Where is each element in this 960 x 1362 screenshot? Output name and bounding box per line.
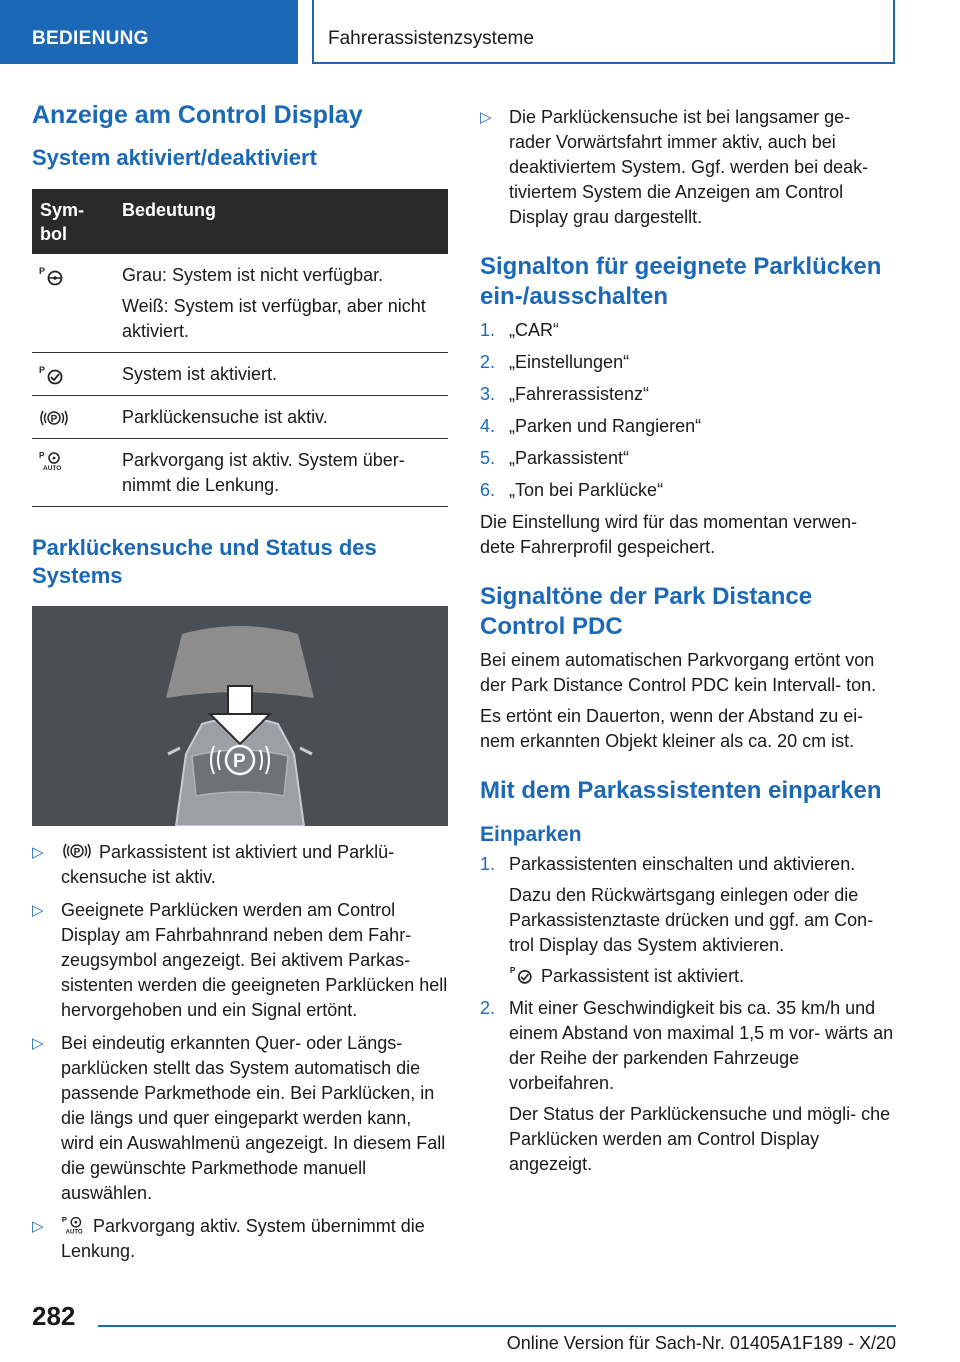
table-row [32, 353, 448, 396]
menu-step: „Parkassistent“ [509, 448, 630, 468]
svg-text:P: P [233, 751, 246, 772]
left-column [32, 100, 448, 1272]
step-text: Mit einer Geschwindigkeit bis ca. 35 km/h und einem Abstand von maximal 1,5 m vor‐ wärts an der Reihe der parkenden Fahrzeuge vorbeifahren. [509, 998, 894, 1093]
control-display-screenshot [32, 606, 448, 826]
bullet-text: Parkassistent ist aktiviert und Parklü‐ ckensuche ist aktiv. [61, 842, 395, 887]
status-bullets [32, 840, 448, 1264]
svg-text:P: P [509, 965, 516, 976]
svg-text:AUTO: AUTO [43, 465, 62, 473]
column-header-meaning: Bedeutung [114, 189, 448, 254]
list-item: 3. „Fahrerassistenz“ [480, 384, 650, 404]
heading-signal-tone: Signalton für geeignete Parklücken ein-/ausschalten [480, 253, 882, 310]
park-assist-active-icon [509, 964, 535, 986]
menu-step: „Einstellungen“ [509, 352, 630, 372]
triangle-bullet-icon: ▷ [480, 109, 492, 126]
column-header-symbol: Sym‐ bol [32, 189, 114, 254]
park-auto-icon [61, 1214, 87, 1236]
parking-steps [480, 852, 896, 1177]
svg-text:P: P [73, 847, 81, 859]
chapter-title: Fahrerassistenzsysteme [312, 0, 895, 64]
menu-step: „Ton bei Parklücke“ [509, 480, 664, 500]
list-item: 2. Mit einer Geschwindigkeit bis ca. 35 km/h und einem Abstand von maximal 1,5 m vor‐ wärts an der Reihe der parkenden Fahrzeuge vorbeifahren. Der Status der Parklückensuche und mögli‐ che Parklücken werden am Control Display angezeigt. [480, 996, 896, 1177]
park-assist-icon [38, 265, 66, 287]
heading-search-status: Parklückensuche und Status des Systems [32, 535, 377, 588]
list-item [32, 1031, 448, 1206]
menu-path-steps [480, 318, 896, 503]
svg-text:P: P [39, 451, 45, 461]
footer-divider [98, 1325, 896, 1327]
heading-park-with-assistant: Mit dem Parkassistenten einparken [480, 777, 882, 804]
bullet-text: Die Parklückensuche ist bei langsamer ge‐ rader Vorwärtsfahrt immer aktiv, auch bei deaktiviertem System. Ggf. werden bei deak‐ tiviertem System die Anzeigen am Control Display grau dargestellt. [509, 107, 869, 227]
park-auto-icon [38, 450, 66, 472]
heading-pdc-tones: Signaltöne der Park Distance Control PDC [480, 583, 813, 640]
heading-system-status: System aktiviert/deaktiviert [32, 145, 317, 170]
svg-text:P: P [50, 414, 58, 426]
svg-text:P: P [39, 266, 46, 277]
list-item [32, 1214, 448, 1264]
search-bullets [480, 105, 896, 230]
menu-step: „Parken und Rangieren“ [509, 416, 702, 436]
page-number: 282 [32, 1301, 76, 1331]
parking-display-illustration [32, 606, 448, 826]
table-row [32, 254, 448, 353]
bullet-text: Bei eindeutig erkannten Quer- oder Längs‐ parklücken stellt das System automatisch die passende Parkmethode ein. Bei Parklücken, in die längs und quer eingeparkt werden kann, wird ein Auswahlmenü angezeigt. In diesem Fall die gewünschte Parkmethode manuell auswählen. [61, 1033, 446, 1203]
triangle-bullet-icon: ▷ [32, 1035, 44, 1052]
row-text: System ist aktiviert. [122, 364, 278, 384]
footer-version: Online Version für Sach-Nr. 01405A1F189 - X/20 [506, 1333, 896, 1353]
parking-space-search-icon [38, 407, 70, 429]
step-text: Parkassistenten einschalten und aktivieren. [509, 854, 856, 874]
menu-step: „Fahrerassistenz“ [509, 384, 650, 404]
svg-text:AUTO: AUTO [65, 1229, 83, 1236]
bullet-text: Parkvorgang aktiv. System übernimmt die Lenkung. [61, 1216, 425, 1261]
row-text: Parklückensuche ist aktiv. [122, 407, 328, 427]
triangle-bullet-icon: ▷ [32, 844, 44, 861]
list-item: 1. „CAR“ [480, 320, 559, 340]
step-subtext: Der Status der Parklückensuche und mögli‐ che Parklücken werden am Control Display angezeigt. [509, 1104, 891, 1174]
heading-control-display: Anzeige am Control Display [32, 101, 363, 129]
right-column [480, 100, 896, 1184]
list-item: 6. „Ton bei Parklücke“ [480, 480, 664, 500]
list-item: 5. „Parkassistent“ [480, 448, 630, 468]
step-subtext: Dazu den Rückwärtsgang einlegen oder die Parkassistenztaste drücken und ggf. am Con‐ trol Display das System aktivieren. [509, 885, 874, 955]
heading-einparken: Einparken [480, 823, 582, 846]
triangle-bullet-icon: ▷ [32, 1218, 44, 1235]
park-assist-active-icon [38, 364, 66, 386]
parking-space-search-icon [61, 840, 93, 862]
section-tab: BEDIENUNG [0, 0, 298, 64]
symbol-table [32, 189, 448, 507]
row-text: Weiß: System ist verfügbar, aber nicht aktiviert. [122, 296, 426, 341]
triangle-bullet-icon: ▷ [32, 902, 44, 919]
step-icon-note [509, 964, 896, 989]
table-row [32, 439, 448, 507]
row-text: Grau: System ist nicht verfügbar. [122, 265, 384, 285]
svg-text:P: P [61, 1215, 67, 1225]
icon-note-text: Parkassistent ist aktiviert. [541, 966, 745, 986]
setting-note: Die Einstellung wird für das momentan verwen‐ dete Fahrerprofil gespeichert. [480, 512, 858, 557]
list-item: 1. Parkassistenten einschalten und aktivieren. Dazu den Rückwärtsgang einlegen oder die Parkassistenztaste drücken und ggf. am Con‐ trol Display das System aktivieren. P Parkassistent ist aktiviert. [480, 852, 896, 989]
pdc-paragraph: Es ertönt ein Dauerton, wenn der Abstand zu ei‐ nem erkannten Objekt kleiner als ca. 20 cm ist. [480, 706, 864, 751]
list-item [32, 840, 448, 890]
list-item: 4. „Parken und Rangieren“ [480, 416, 702, 436]
row-text: Parkvorgang ist aktiv. System über‐ nimmt die Lenkung. [122, 450, 405, 495]
list-item: 2. „Einstellungen“ [480, 352, 630, 372]
bullet-text: Geeignete Parklücken werden am Control Display am Fahrbahnrand neben dem Fahr‐ zeugsymbol angezeigt. Bei aktivem Parkas‐ sistenten werden die geeigneten Parklücken hell hervorgehoben und ein Signal ertönt. [61, 900, 448, 1020]
svg-text:P: P [39, 365, 46, 376]
list-item [32, 898, 448, 1023]
list-item [480, 105, 896, 230]
menu-step: „CAR“ [509, 320, 559, 340]
table-row [32, 396, 448, 439]
pdc-paragraph: Bei einem automatischen Parkvorgang ertönt von der Park Distance Control PDC kein Intervall‐ ton. [480, 650, 877, 695]
